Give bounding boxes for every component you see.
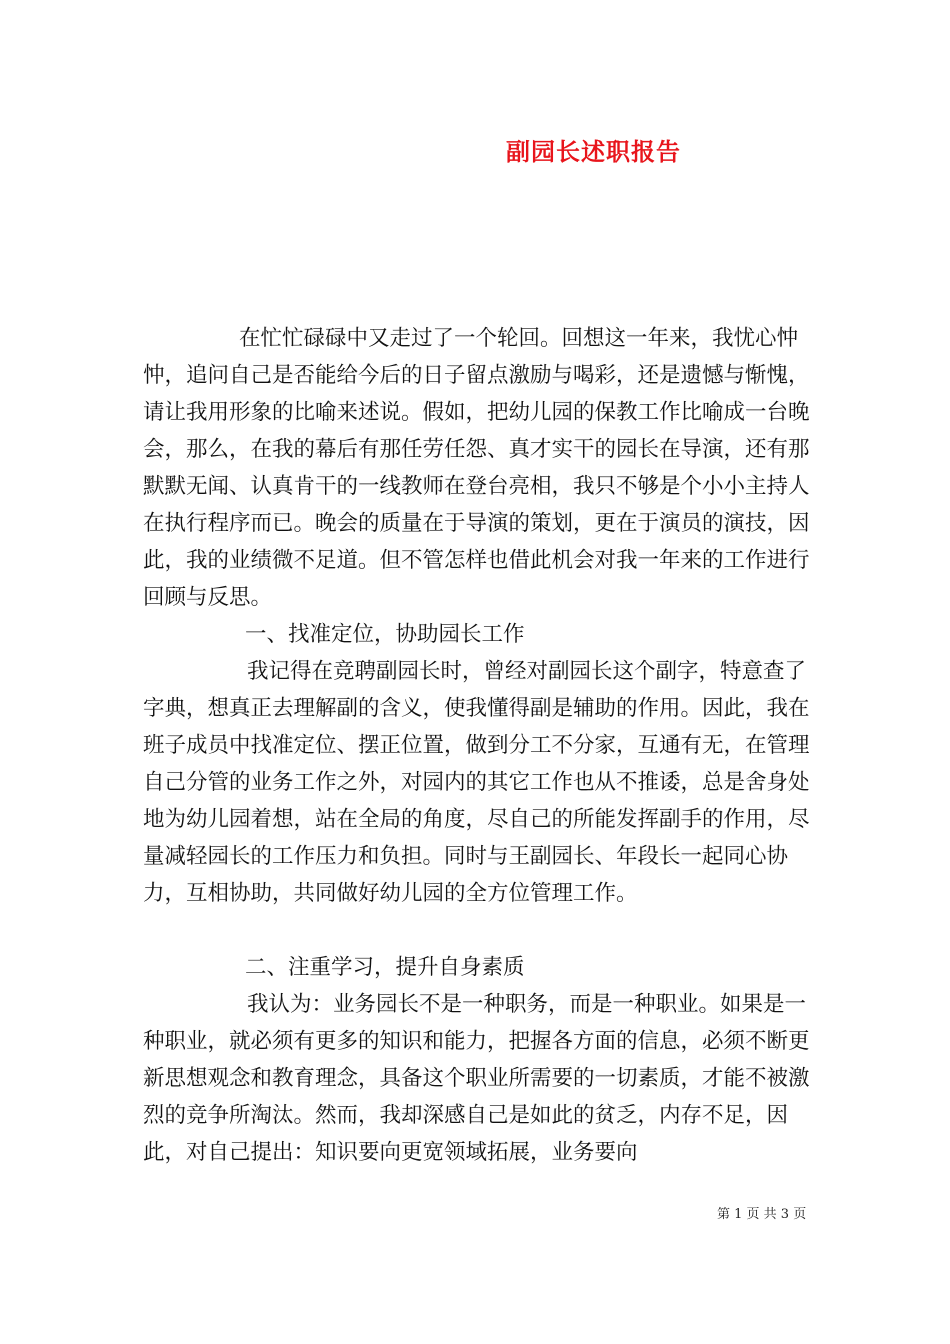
intro-paragraph: 在忙忙碌碌中又走过了一个轮回。回想这一年来，我忧心忡忡，追问自己是否能给今后的日子留点激励与喝彩，还是遗憾与惭愧，请让我用形象的比喻来述说。假如，把幼儿园的保教工作比喻成一台晚会，那么，在我的幕后有那任劳任怨、真才实干的园长在导演，还有那默默无闻、认真肯干的一线教师在登台亮相，我只不够是个小小主持人在执行程序而已。晚会的质量在于导演的策划，更在于演员的演技，因此，我的业绩微不足道。但不管怎样也借此机会对我一年来的工作进行回顾与反思。 bbox=[143, 326, 810, 610]
page-number-footer: 第 1 页 共 3 页 bbox=[717, 1207, 807, 1222]
section-heading-1: 一、找准定位，协助园长工作 bbox=[245, 622, 525, 647]
page-title: 副园长述职报告 bbox=[506, 137, 681, 166]
section-1-paragraph: 我记得在竞聘副园长时，曾经对副园长这个副字，特意查了字典，想真正去理解副的含义，使我懂得副是辅助的作用。因此，我在班子成员中找准定位、摆正位置，做到分工不分家，互通有无，在管理自己分管的业务工作之外，对园内的其它工作也从不推诿，总是舍身处地为幼儿园着想，站在全局的角度，尽自己的所能发挥副手的作用，尽量减轻园长的工作压力和负担。同时与王副园长、年段长一起同心协力，互相协助，共同做好幼儿园的全方位管理工作。 bbox=[143, 659, 810, 906]
section-heading-2: 二、注重学习，提升自身素质 bbox=[245, 955, 525, 980]
section-2-paragraph: 我认为：业务园长不是一种职务，而是一种职业。如果是一种职业，就必须有更多的知识和能力，把握各方面的信息，必须不断更新思想观念和教育理念，具备这个职业所需要的一切素质，才能不被激烈的竞争所淘汰。然而，我却深感自己是如此的贫乏，内存不足，因此，对自己提出：知识要向更宽领域拓展，业务要向 bbox=[143, 992, 810, 1165]
